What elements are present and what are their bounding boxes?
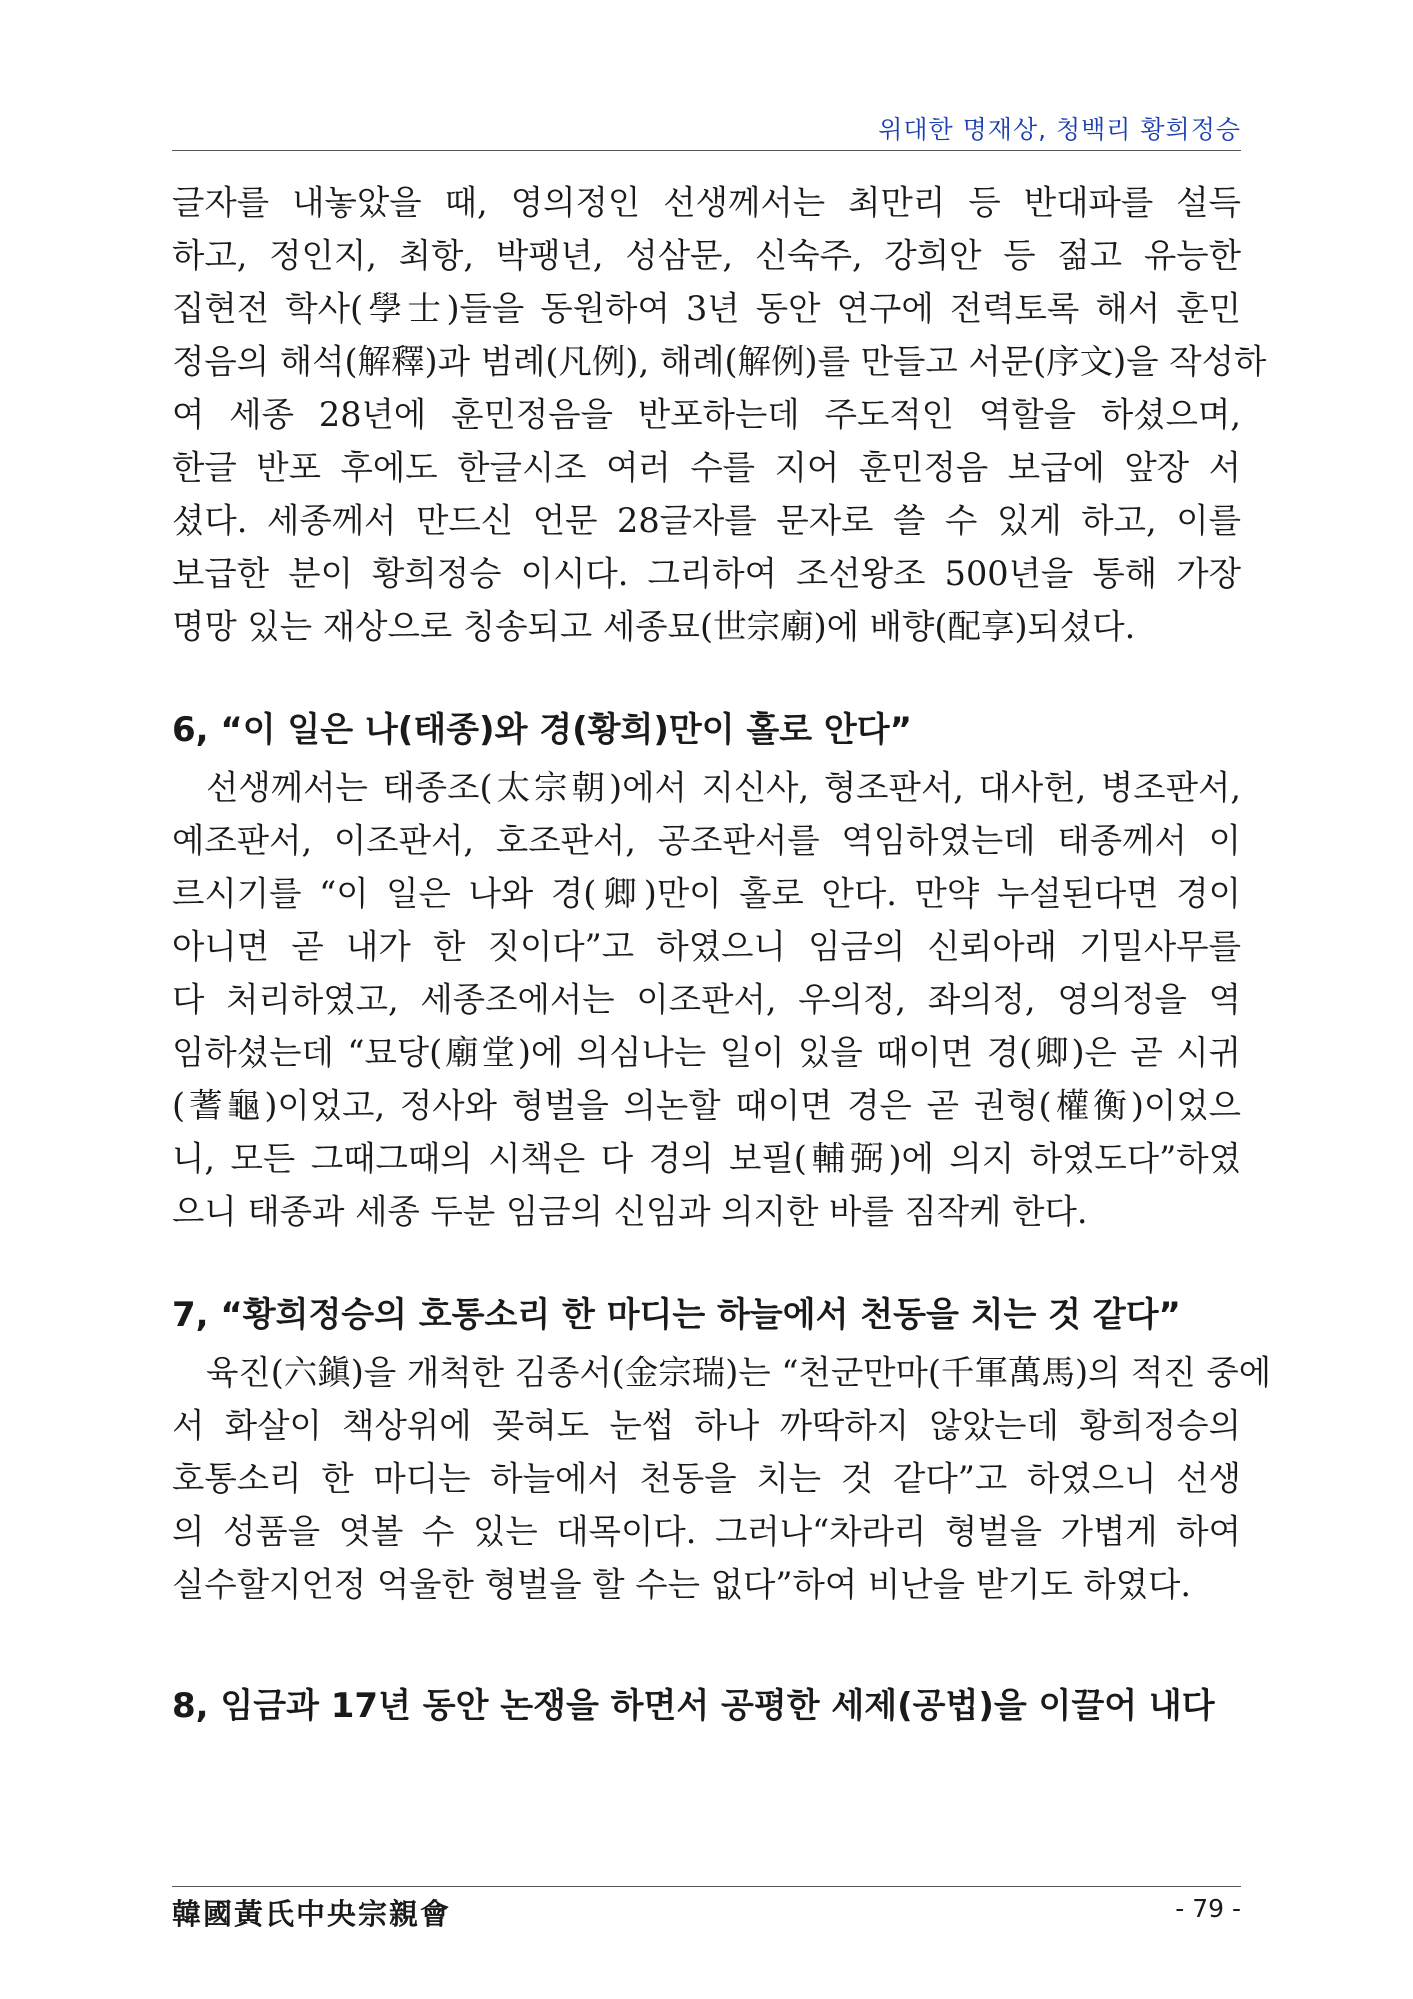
- paragraph-line: 호통소리 한 마디는 하늘에서 천동을 치는 것 같다”고 하였으니 선생: [172, 1459, 1241, 1498]
- paragraph-line: 정음의 해석(解釋)과 범례(凡例), 해례(解例)를 만들고 서문(序文)을 작성하: [172, 342, 1267, 381]
- paragraph-line: 다 처리하였고, 세종조에서는 이조판서, 우의정, 좌의정, 영의정을 역: [172, 980, 1241, 1019]
- paragraph-line: 니, 모든 그때그때의 시책은 다 경의 보필(輔弼)에 의지 하였도다”하였: [172, 1139, 1241, 1178]
- paragraph-line: 하고, 정인지, 최항, 박팽년, 성삼문, 신숙주, 강희안 등 젊고 유능한: [172, 236, 1241, 275]
- section-6-paragraph: [172, 761, 1241, 1238]
- page-body: [172, 176, 1272, 1731]
- paragraph-line: 의 성품을 엿볼 수 있는 대목이다. 그러나“차라리 형벌을 가볍게 하여: [172, 1512, 1241, 1551]
- paragraph-line: 선생께서는 태종조(太宗朝)에서 지신사, 형조판서, 대사헌, 병조판서,: [206, 768, 1241, 807]
- paragraph-line: 르시기를 “이 일은 나와 경(卿)만이 홀로 안다. 만약 누설된다면 경이: [172, 874, 1241, 913]
- section-6-heading: 6, “이 일은 나(태종)와 경(황희)만이 홀로 안다”: [172, 710, 912, 750]
- paragraph-line: 글자를 내놓았을 때, 영의정인 선생께서는 최만리 등 반대파를 설득: [172, 183, 1241, 222]
- paragraph-line: 임하셨는데 “묘당(廟堂)에 의심나는 일이 있을 때이면 경(卿)은 곧 시귀: [172, 1033, 1241, 1072]
- paragraph-line: 여 세종 28년에 훈민정음을 반포하는데 주도적인 역할을 하셨으며,: [172, 395, 1241, 434]
- paragraph-line: 예조판서, 이조판서, 호조판서, 공조판서를 역임하였는데 태종께서 이: [172, 821, 1241, 860]
- paragraph-line: 보급한 분이 황희정승 이시다. 그리하여 조선왕조 500년을 통해 가장: [172, 554, 1241, 593]
- footer-divider: [172, 1886, 1241, 1887]
- header-divider: [172, 150, 1241, 151]
- paragraph-line: 명망 있는 재상으로 칭송되고 세종묘(世宗廟)에 배향(配享)되셨다.: [172, 607, 1136, 646]
- section-8-heading: 8, 임금과 17년 동안 논쟁을 하면서 공평한 세제(공법)을 이끌어 내다: [172, 1686, 1215, 1726]
- running-header: 위대한 명재상, 청백리 황희정승: [878, 115, 1241, 144]
- page-number: - 79 -: [1175, 1894, 1241, 1923]
- paragraph-line: 집현전 학사(學士)들을 동원하여 3년 동안 연구에 전력토록 해서 훈민: [172, 289, 1241, 328]
- intro-paragraph: [172, 176, 1267, 653]
- section-7-heading: 7, “황희정승의 호통소리 한 마디는 하늘에서 천동을 치는 것 같다”: [172, 1295, 1181, 1335]
- paragraph-line: 셨다. 세종께서 만드신 언문 28글자를 문자로 쓸 수 있게 하고, 이를: [172, 501, 1241, 540]
- section-7-paragraph: [172, 1346, 1272, 1611]
- paragraph-line: 실수할지언정 억울한 형벌을 할 수는 없다”하여 비난을 받기도 하였다.: [172, 1565, 1192, 1604]
- paragraph-line: 아니면 곧 내가 한 짓이다”고 하였으니 임금의 신뢰아래 기밀사무를: [172, 927, 1241, 966]
- paragraph-line: 육진(六鎭)을 개척한 김종서(金宗瑞)는 “천군만마(千軍萬馬)의 적진 중에: [206, 1353, 1272, 1392]
- paragraph-line: 서 화살이 책상위에 꽂혀도 눈썹 하나 까딱하지 않았는데 황희정승의: [172, 1406, 1241, 1445]
- footer-organization: 韓國黃氏中央宗親會: [172, 1897, 452, 1931]
- paragraph-line: 으니 태종과 세종 두분 임금의 신임과 의지한 바를 짐작케 한다.: [172, 1192, 1088, 1231]
- paragraph-line: (蓍龜)이었고, 정사와 형벌을 의논할 때이면 경은 곧 권형(權衡)이었으: [172, 1086, 1241, 1125]
- paragraph-line: 한글 반포 후에도 한글시조 여러 수를 지어 훈민정음 보급에 앞장 서: [172, 448, 1241, 487]
